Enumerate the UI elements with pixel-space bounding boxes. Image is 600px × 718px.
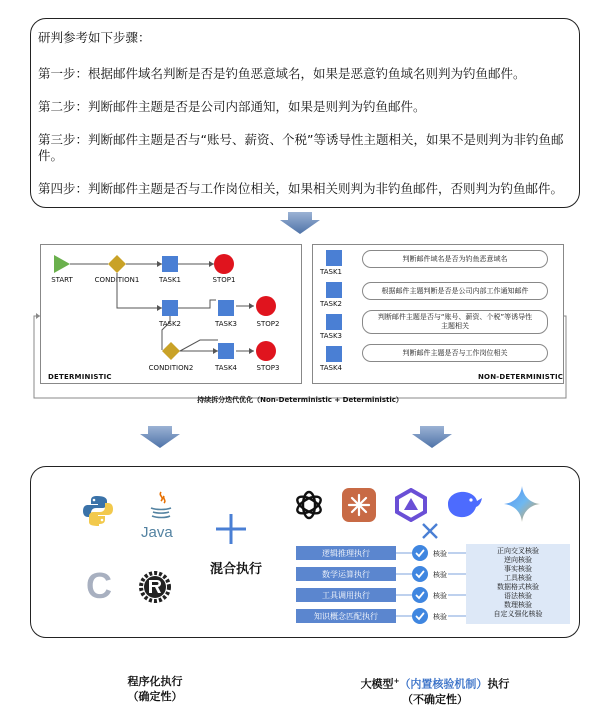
nd-task1-label: TASK1 [320, 268, 343, 276]
llm-caption-line2: （不确定性） [402, 692, 468, 706]
start-label: START [51, 276, 73, 284]
task1-label: TASK1 [158, 276, 181, 284]
down-arrow-icon [412, 426, 452, 448]
deterministic-label: DETERMINISTIC [48, 373, 112, 381]
verification-item: 正向交叉核验 [497, 547, 539, 555]
method-math-calculation: 数学运算执行 [296, 567, 396, 581]
nd-task1-node [326, 250, 342, 266]
condition2-label: CONDITION2 [148, 364, 194, 372]
nd-task1-pill: 判断邮件域名是否为钓鱼恶意域名 [362, 250, 548, 268]
llm-caption [340, 674, 530, 707]
step-3: 第三步：判断邮件主题是否与“账号、薪资、个税”等诱导性主题相关，如果不是则判为非钓鱼邮件。 [38, 132, 564, 163]
check-label: 核验 [433, 571, 447, 579]
verification-item: 数理核验 [504, 601, 532, 609]
java-text: Java [141, 524, 173, 541]
llm-caption-model: 大模型 [360, 677, 394, 691]
check-label: 核验 [433, 550, 447, 558]
task2-label: TASK2 [158, 320, 181, 328]
nd-task2-pill: 根据邮件主题判断是否是公司内部工作通知邮件 [362, 282, 548, 300]
verification-item: 自定义强化核验 [493, 610, 543, 618]
condition1-label: CONDITION1 [94, 276, 140, 284]
verification-item: 逆向核验 [504, 556, 532, 564]
down-arrow-icon [140, 426, 180, 448]
claude-logo-icon [342, 488, 376, 522]
task1-node [162, 256, 178, 272]
llm-caption-mechanism: （内置核验机制） [399, 677, 488, 691]
start-node [54, 255, 70, 273]
check-marks [412, 545, 428, 625]
stop2-label: STOP2 [256, 320, 280, 328]
method-knowledge-matching: 知识概念匹配执行 [296, 609, 396, 623]
nd-task4-pill: 判断邮件主题是否与工作岗位相关 [362, 344, 548, 362]
task4-label: TASK4 [214, 364, 237, 372]
python-logo-icon [82, 494, 114, 526]
programmatic-caption-line1: 程序化执行 [127, 675, 183, 688]
stop1-label: STOP1 [212, 276, 236, 284]
programmatic-caption-line2: （确定性） [127, 690, 183, 703]
steps-intro: 研判参考如下步骤： [38, 30, 151, 45]
stop3-label: STOP3 [256, 364, 280, 372]
llm-caption-plus: + [393, 677, 400, 685]
check-label: 核验 [433, 613, 447, 621]
nd-task4-label: TASK4 [320, 364, 343, 372]
condition1-node [108, 255, 126, 273]
method-logic-reasoning: 逻辑推理执行 [296, 546, 396, 560]
nd-task3-label: TASK3 [320, 332, 343, 340]
iteration-loop [28, 300, 578, 404]
openai-logo-icon [292, 488, 326, 522]
plus-icon [216, 514, 246, 544]
verification-item: 工具核验 [504, 574, 532, 582]
nd-task2-label: TASK2 [320, 300, 343, 308]
method-connectors [396, 540, 468, 630]
gemini-logo-icon [504, 486, 540, 522]
step-2: 第二步：判断邮件主题是否是公司内部通知，如果是则判为钓鱼邮件。 [38, 99, 426, 114]
java-logo-icon [146, 490, 176, 522]
c-language-logo-icon: C [86, 565, 112, 606]
non-deterministic-label: NON-DETERMINISTIC [478, 373, 564, 381]
hybrid-execution-label: 混合执行 [210, 562, 263, 577]
stop1-node [214, 254, 234, 274]
verification-item: 数据格式核验 [497, 583, 539, 591]
method-tool-calling: 工具调用执行 [296, 588, 396, 602]
step-4: 第四步：判断邮件主题是否与工作岗位相关，如果相关则判为非钓鱼邮件，否则判为钓鱼邮件。 [38, 181, 564, 196]
programmatic-caption [100, 674, 210, 704]
down-arrow-icon [280, 212, 320, 234]
llm-caption-exec: 执行 [487, 677, 510, 691]
nd-task3-pill: 判断邮件主题是否与“账号、薪资、个税”等诱导性主题相关 [362, 310, 548, 334]
nd-task2-node [326, 282, 342, 298]
llm-caption-line1 [340, 674, 530, 692]
task3-label: TASK3 [214, 320, 237, 328]
qwen-logo-icon [394, 488, 428, 522]
verification-item: 语法核验 [504, 592, 532, 600]
multiply-icon [421, 522, 439, 540]
step-1: 第一步：根据邮件域名判断是否是钓鱼恶意域名，如果是恶意钓鱼域名则判为钓鱼邮件。 [38, 66, 526, 81]
deepseek-logo-icon [444, 488, 484, 522]
verification-item: 事实核验 [504, 565, 532, 573]
rust-logo-icon [138, 570, 172, 604]
check-label: 核验 [433, 592, 447, 600]
iteration-caption: 持续拆分迭代优化（Non-Deterministic + Deterministic） [197, 396, 403, 404]
